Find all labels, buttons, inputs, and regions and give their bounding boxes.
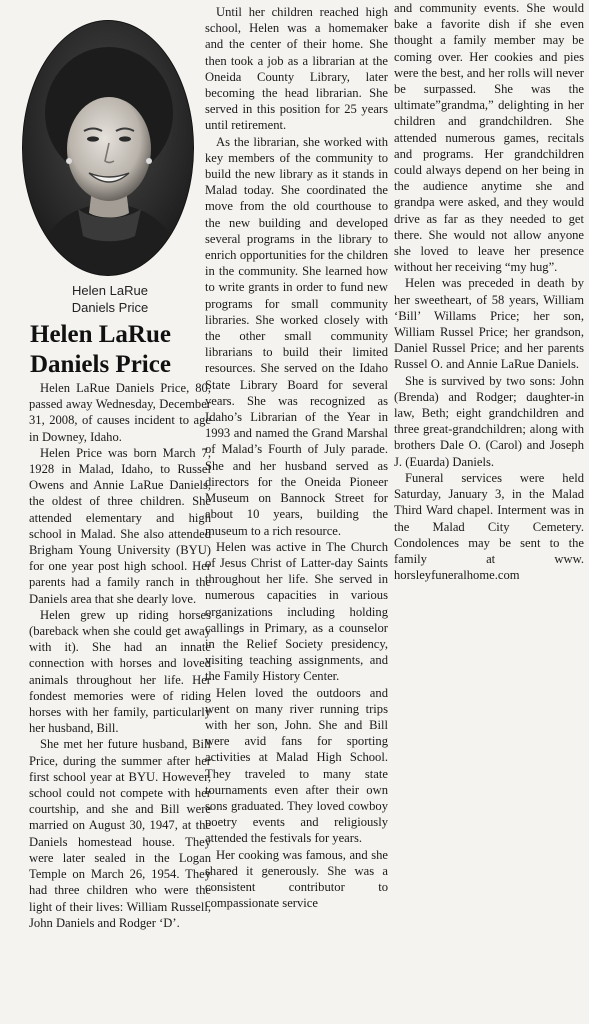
caption-line-2: Daniels Price	[71, 300, 149, 315]
column-3	[394, 0, 584, 583]
paragraph: Helen Price was born March 7, 1928 in Malad, Idaho, to Russel Owens and Annie LaRue Daniels, the oldest of three children. She attended elementary and high school in Malad. She also attended Brigham Young University (BYU) for one year post high school. Her parents had a family ranch in the Daniels area that she dearly love.	[29, 445, 211, 606]
column-1	[29, 380, 211, 931]
paragraph: and community events. She would bake a favorite dish if she even thought a family member may be coming over. Her cookies and pies were the best, and her rolls will never be surpassed. She was the ultimate”grandma,” delighting in her children and grandchildren. She attended numerous games, recitals and programs. Her grandchildren could always depend on her being in the audience anytime she and grandpa were asked, and they would drive as far as they needed to get there. She would not allow anyone she loved to leave her presence without her receiving “my hug”.	[394, 1, 584, 275]
paragraph: She met her future husband, Bill Price, during the summer after her first school year at BYU. However, school could not compete with her courtship, and she and Bill were married on August 30, 1947, at the Daniels homestead house. They were later sealed in the Logan Temple on March 26, 1954. They had three children who were the light of their lives: William Russell, John Daniels and Rodger ‘D’.	[29, 737, 211, 930]
paragraph: Helen was preceded in death by her sweetheart, of 58 years, William ‘Bill’ Willams Price; her son, William Russel Price; her grandson, Daniel Russel Price; and her parents Russel O. and Annie LaRue Daniels.	[394, 276, 584, 372]
portrait-image	[23, 21, 193, 275]
headline-line-1: Helen LaRue	[30, 321, 171, 348]
caption-line-1: Helen LaRue	[72, 283, 148, 298]
portrait-photo	[22, 20, 194, 276]
paragraph: Helen was active in The Church of Jesus Christ of Latter-day Saints throughout her life. She served in numerous capacities in various organizations including holding callings in Primary, as a counselor in the Relief Society presidency, visiting teaching assignments, and the Family History Center.	[205, 539, 388, 684]
paragraph: She is survived by two sons: John (Brenda) and Rodger; daughter-in law, Beth; eight grandchildren and three great-grandchildren; along with brothers Dale O. (Carol) and Joseph J. (Euarda) Daniels.	[394, 373, 584, 469]
paragraph: Helen grew up riding horses (bareback when she could get away with it). She had an innate connection with horses and loved animals throughout her life. Her fondest memories were of riding horses with her family, particularly her husband, Bill.	[29, 607, 211, 736]
paragraph: As the librarian, she worked with key members of the community to build the new library as it stands in Malad today. She coordinated the move from the old courthouse to the new building and developed several programs in the library to enrich opportunities for the children in the community. She learned how to write grants in order to fund new programs for small community libraries. She worked closely with the other small community librarians to build their limited resources. She served on the Idaho State Library Board for several years. She was recognized as Idaho’s Librarian of the Year in 1993 and named the Grand Marshal of Malad’s Fourth of July parade. She and her husband served as directors for the Oneida Pioneer Museum on Bannock Street for about 10 years, building the museum to a rich resource.	[205, 134, 388, 538]
paragraph: Her cooking was famous, and she shared it generously. She was a consistent contributor to compassionate service	[205, 847, 388, 911]
photo-caption	[30, 282, 190, 316]
column-2	[205, 4, 388, 911]
paragraph: Until her children reached high school, Helen was a homemaker and the center of their home. She then took a job as a librarian at the Oneida County Library, later becoming the head librarian. She served in this position for 25 years until retirement.	[205, 5, 388, 133]
paragraph: Helen LaRue Daniels Price, 80, passed away Wednesday, December 31, 2008, of causes incident to age in Downey, Idaho.	[29, 381, 211, 444]
paragraph: Funeral services were held Saturday, January 3, in the Malad Third Ward chapel. Interment was in the Malad City Cemetery. Condolences may be sent to the family at www. horsleyfuneralhome.com	[394, 470, 584, 583]
paragraph: Helen loved the outdoors and went on many river running trips with her son, John. She and Bill were avid fans for sporting activities at Malad High School. They traveled to many state tournaments even after their own sons graduated. They loved cowboy poetry events and religiously attended the festivals for years.	[205, 685, 388, 846]
headline-line-2: Daniels Price	[30, 351, 171, 378]
obituary-headline	[30, 320, 210, 380]
